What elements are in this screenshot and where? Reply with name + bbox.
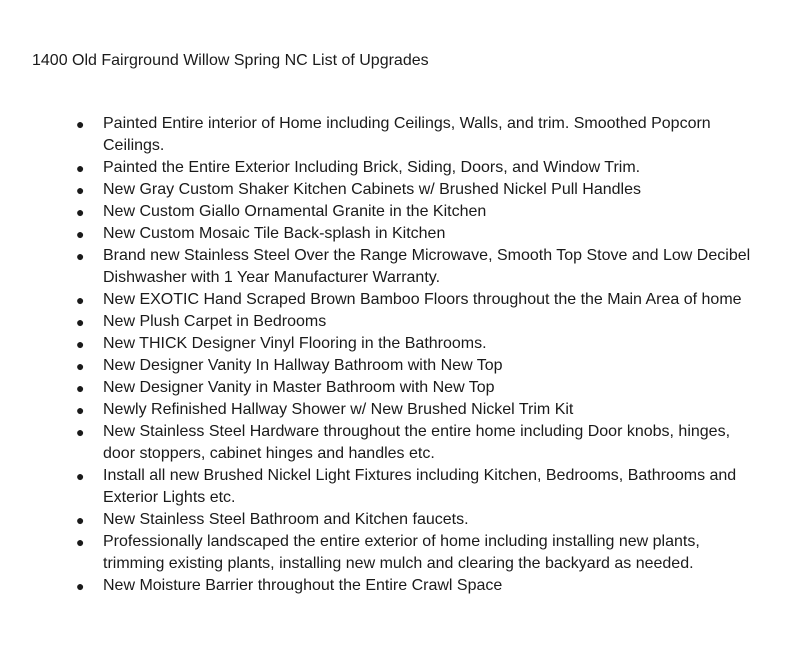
list-item — [0, 289, 753, 311]
list-item-text: Newly Refinished Hallway Shower w/ New Brushed Nickel Trim Kit — [103, 401, 574, 418]
list-item — [0, 113, 753, 157]
bullet-icon: ● — [76, 402, 85, 418]
bullet-icon: ● — [76, 248, 85, 264]
bullet-icon: ● — [76, 116, 85, 132]
list-item-text: New Designer Vanity in Master Bathroom with New Top — [103, 379, 495, 396]
bullet-icon: ● — [76, 578, 85, 594]
list-item — [0, 355, 753, 377]
list-item — [0, 509, 753, 531]
bullet-icon: ● — [76, 226, 85, 242]
bullet-icon: ● — [76, 534, 85, 550]
list-item — [0, 201, 753, 223]
list-item-text: New Gray Custom Shaker Kitchen Cabinets w/ Brushed Nickel Pull Handles — [103, 181, 642, 198]
list-item-text: Brand new Stainless Steel Over the Range Microwave, Smooth Top Stove and Low Decibel Dishwasher with 1 Year Manufacturer Warranty. — [103, 247, 751, 286]
upgrades-list — [0, 113, 801, 597]
list-item-text: New Stainless Steel Hardware throughout the entire home including Door knobs, hinges, door stoppers, cabinet hinges and handles etc. — [103, 423, 731, 462]
list-item — [0, 575, 753, 597]
list-item-text: New Custom Giallo Ornamental Granite in the Kitchen — [103, 203, 487, 220]
bullet-icon: ● — [76, 204, 85, 220]
list-item-text: New Moisture Barrier throughout the Entire Crawl Space — [103, 577, 503, 594]
bullet-icon: ● — [76, 292, 85, 308]
bullet-icon: ● — [76, 424, 85, 440]
list-item — [0, 179, 753, 201]
list-item-text: Painted Entire interior of Home including Ceilings, Walls, and trim. Smoothed Popcorn Ceilings. — [103, 115, 711, 154]
bullet-icon: ● — [76, 182, 85, 198]
list-item — [0, 223, 753, 245]
list-item — [0, 531, 753, 575]
list-item — [0, 465, 753, 509]
list-item — [0, 245, 753, 289]
list-item-text: New EXOTIC Hand Scraped Brown Bamboo Floors throughout the the Main Area of home — [103, 291, 742, 308]
list-item — [0, 377, 753, 399]
list-item — [0, 333, 753, 355]
list-item-text: Professionally landscaped the entire exterior of home including installing new plants, trimming existing plants, installing new mulch and clearing the backyard as needed. — [103, 533, 700, 572]
list-item — [0, 311, 753, 333]
list-item-text: New THICK Designer Vinyl Flooring in the Bathrooms. — [103, 335, 487, 352]
list-item-text: New Designer Vanity In Hallway Bathroom with New Top — [103, 357, 503, 374]
list-item-text: Install all new Brushed Nickel Light Fixtures including Kitchen, Bedrooms, Bathrooms and Exterior Lights etc. — [103, 467, 737, 506]
bullet-icon: ● — [76, 512, 85, 528]
bullet-icon: ● — [76, 358, 85, 374]
bullet-icon: ● — [76, 468, 85, 484]
list-item-text: Painted the Entire Exterior Including Brick, Siding, Doors, and Window Trim. — [103, 159, 641, 176]
list-item-text: New Stainless Steel Bathroom and Kitchen faucets. — [103, 511, 469, 528]
bullet-icon: ● — [76, 380, 85, 396]
list-item-text: New Custom Mosaic Tile Back-splash in Kitchen — [103, 225, 446, 242]
bullet-icon: ● — [76, 336, 85, 352]
bullet-icon: ● — [76, 314, 85, 330]
list-item — [0, 399, 753, 421]
list-item — [0, 421, 753, 465]
bullet-icon: ● — [76, 160, 85, 176]
document-title: 1400 Old Fairground Willow Spring NC List of Upgrades — [32, 52, 429, 69]
list-item — [0, 157, 753, 179]
list-item-text: New Plush Carpet in Bedrooms — [103, 313, 327, 330]
